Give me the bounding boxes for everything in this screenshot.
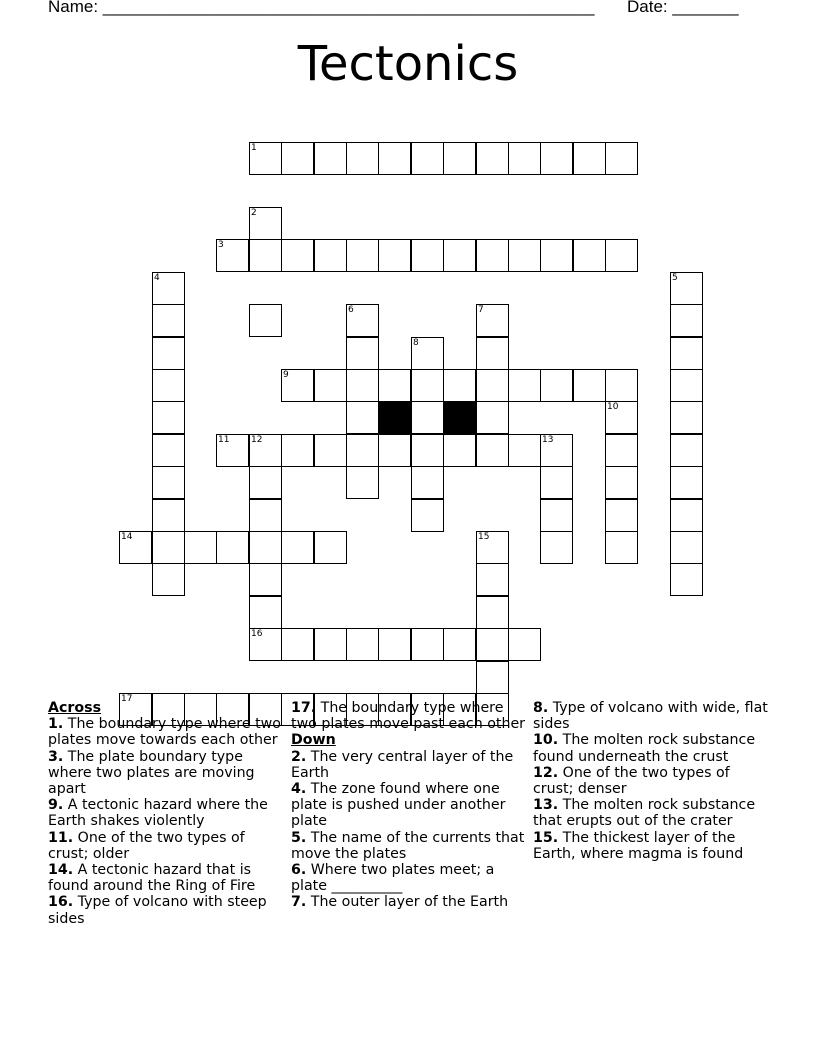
clue-number-label: 11	[218, 435, 230, 445]
crossword-cell[interactable]	[119, 531, 152, 564]
clue-number: 4.	[291, 781, 307, 798]
crossword-cell[interactable]	[670, 304, 703, 337]
crossword-cell[interactable]	[346, 628, 379, 661]
crossword-cell[interactable]	[605, 369, 638, 402]
crossword-cell[interactable]	[573, 142, 606, 175]
clue-text: One of the two types of crust; older	[48, 829, 245, 862]
clue-number-label: 14	[121, 532, 133, 542]
crossword-cell[interactable]	[443, 628, 476, 661]
clue-number-label: 5	[672, 273, 678, 283]
clue-item	[291, 749, 527, 781]
crossword-cell[interactable]	[605, 142, 638, 175]
clue-text: Type of volcano with steep sides	[48, 894, 267, 927]
clue-item	[48, 894, 284, 926]
clue-number-label: 13	[542, 435, 554, 445]
clue-text: The boundary type where two plates move towards each other	[48, 716, 281, 749]
crossword-black-cell	[443, 401, 476, 434]
crossword-cell[interactable]	[540, 239, 573, 272]
crossword-cell[interactable]	[346, 434, 379, 467]
across-heading: Across	[48, 700, 102, 716]
crossword-cell[interactable]	[476, 337, 509, 370]
clue-text: One of the two types of crust; denser	[533, 764, 730, 798]
crossword-cell[interactable]	[314, 628, 347, 661]
clue-item	[291, 830, 527, 862]
clue-number: 12.	[533, 764, 559, 781]
clue-text: The thickest layer of the Earth, where magma is found	[533, 829, 744, 862]
crossword-cell[interactable]	[411, 499, 444, 532]
clue-number: 14.	[48, 862, 74, 879]
crossword-cell[interactable]	[573, 369, 606, 402]
clue-item	[533, 700, 769, 732]
clue-number: 10.	[533, 732, 559, 749]
clue-number-label: 8	[413, 338, 419, 348]
clue-item	[48, 830, 284, 862]
clue-number: 5.	[291, 829, 307, 846]
crossword-cell[interactable]	[216, 239, 249, 272]
clue-text: The molten rock substance that erupts out of the crater	[533, 797, 756, 830]
clue-column-1	[48, 700, 284, 927]
crossword-cell[interactable]	[152, 304, 185, 337]
crossword-cell[interactable]	[152, 369, 185, 402]
clue-number-label: 2	[251, 208, 257, 218]
clue-number: 15.	[533, 829, 559, 846]
crossword-cell[interactable]	[573, 239, 606, 272]
clue-number-label: 15	[478, 532, 490, 542]
crossword-cell[interactable]	[249, 499, 282, 532]
crossword-cell[interactable]	[508, 369, 541, 402]
crossword-cell[interactable]	[216, 434, 249, 467]
clue-number: 2.	[291, 748, 307, 765]
crossword-cell[interactable]	[540, 499, 573, 532]
crossword-cell[interactable]	[476, 401, 509, 434]
clue-number-label: 1	[251, 143, 257, 153]
crossword-cell[interactable]	[249, 239, 282, 272]
crossword-cell[interactable]	[476, 434, 509, 467]
crossword-cell[interactable]	[411, 466, 444, 499]
clue-number: 1.	[48, 716, 64, 733]
crossword-cell[interactable]	[152, 272, 185, 305]
clue-item	[291, 894, 527, 910]
down-heading: Down	[291, 732, 336, 749]
crossword-cell[interactable]	[378, 142, 411, 175]
clue-number: 11.	[48, 829, 74, 846]
crossword-cell[interactable]	[540, 531, 573, 564]
crossword-cell[interactable]	[281, 239, 314, 272]
crossword-cell[interactable]	[281, 369, 314, 402]
crossword-cell[interactable]	[249, 563, 282, 596]
crossword-cell[interactable]	[605, 239, 638, 272]
clue-item	[48, 862, 284, 894]
crossword-cell[interactable]	[605, 401, 638, 434]
clue-text: A tectonic hazard where the Earth shakes violently	[48, 797, 268, 830]
crossword-cell[interactable]	[249, 628, 282, 661]
crossword-cell[interactable]	[249, 142, 282, 175]
crossword-cell[interactable]	[508, 142, 541, 175]
clue-number-label: 17	[121, 694, 133, 704]
crossword-cell[interactable]	[476, 239, 509, 272]
clue-text: Type of volcano with wide, flat sides	[533, 700, 768, 733]
clue-text: The outer layer of the Earth	[306, 894, 509, 911]
crossword-cell[interactable]	[346, 369, 379, 402]
crossword-cell[interactable]	[443, 369, 476, 402]
clue-number: 13.	[533, 797, 559, 814]
crossword-cell[interactable]	[378, 434, 411, 467]
clue-item	[291, 700, 527, 732]
crossword-cell[interactable]	[411, 628, 444, 661]
clue-text: The zone found where one plate is pushed under another plate	[291, 781, 506, 830]
crossword-cell[interactable]	[249, 207, 282, 240]
crossword-cell[interactable]	[249, 434, 282, 467]
crossword-cell[interactable]	[476, 628, 509, 661]
crossword-cell[interactable]	[411, 369, 444, 402]
crossword-cell[interactable]	[605, 466, 638, 499]
clue-number: 16.	[48, 894, 74, 911]
crossword-cell[interactable]	[249, 304, 282, 337]
crossword-cell[interactable]	[346, 142, 379, 175]
clue-text: The very central layer of the Earth	[291, 748, 514, 781]
crossword-cell[interactable]	[314, 531, 347, 564]
clue-text: The boundary type where two plates move past each other	[291, 700, 526, 733]
clue-item	[48, 749, 284, 798]
page-title: Tectonics	[297, 36, 519, 92]
clue-text: Where two plates meet; a plate __________	[291, 862, 495, 895]
crossword-cell[interactable]	[152, 499, 185, 532]
crossword-cell[interactable]	[508, 434, 541, 467]
crossword-cell[interactable]	[476, 596, 509, 629]
clue-number-label: 6	[348, 305, 354, 315]
crossword-cell[interactable]	[443, 434, 476, 467]
crossword-cell[interactable]	[605, 531, 638, 564]
clue-number-label: 16	[251, 629, 263, 639]
crossword-cell[interactable]	[249, 466, 282, 499]
clue-item	[291, 781, 527, 830]
crossword-cell[interactable]	[670, 272, 703, 305]
clue-number: 8.	[533, 700, 549, 716]
crossword-cell[interactable]	[476, 369, 509, 402]
clue-item	[533, 732, 769, 764]
crossword-cell[interactable]	[443, 239, 476, 272]
crossword-cell[interactable]	[411, 401, 444, 434]
crossword-cell[interactable]	[281, 628, 314, 661]
crossword-cell[interactable]	[476, 563, 509, 596]
clue-text: The name of the currents that move the plates	[291, 829, 525, 862]
clue-number: 3.	[48, 748, 64, 765]
crossword-cell[interactable]	[540, 369, 573, 402]
crossword-cell[interactable]	[540, 142, 573, 175]
clue-item	[48, 797, 284, 829]
crossword-cell[interactable]	[411, 337, 444, 370]
name-field-label: Name: ____________________________________________________	[48, 0, 595, 16]
crossword-cell[interactable]	[184, 531, 217, 564]
crossword-cell[interactable]	[670, 531, 703, 564]
crossword-cell[interactable]	[152, 563, 185, 596]
clue-number: 6.	[291, 862, 307, 879]
clue-column-3	[533, 700, 769, 862]
crossword-cell[interactable]	[411, 239, 444, 272]
crossword-cell[interactable]	[152, 401, 185, 434]
crossword-cell[interactable]	[249, 531, 282, 564]
clue-number-label: 7	[478, 305, 484, 315]
crossword-cell[interactable]	[443, 142, 476, 175]
crossword-cell[interactable]	[346, 304, 379, 337]
crossword-cell[interactable]	[152, 466, 185, 499]
crossword-cell[interactable]	[346, 466, 379, 499]
crossword-cell[interactable]	[411, 434, 444, 467]
crossword-cell[interactable]	[540, 466, 573, 499]
clue-number-label: 9	[283, 370, 289, 380]
clue-item	[533, 797, 769, 829]
crossword-cell[interactable]	[346, 239, 379, 272]
crossword-cell[interactable]	[670, 499, 703, 532]
crossword-black-cell	[378, 401, 411, 434]
clue-number: 7.	[291, 894, 307, 911]
crossword-cell[interactable]	[540, 434, 573, 467]
crossword-cell[interactable]	[476, 531, 509, 564]
crossword-cell[interactable]	[670, 563, 703, 596]
clue-text: The plate boundary type where two plates are moving apart	[48, 748, 255, 798]
crossword-cell[interactable]	[281, 531, 314, 564]
crossword-cell[interactable]	[508, 239, 541, 272]
crossword-cell[interactable]	[314, 142, 347, 175]
clue-number: 17.	[291, 700, 317, 716]
clue-number-label: 3	[218, 240, 224, 250]
crossword-cell[interactable]	[670, 337, 703, 370]
crossword-cell[interactable]	[670, 401, 703, 434]
clue-item	[533, 830, 769, 862]
clue-item	[533, 765, 769, 797]
date-field-label: Date: _______	[627, 0, 739, 16]
crossword-cell[interactable]	[508, 628, 541, 661]
crossword-cell[interactable]	[476, 304, 509, 337]
clue-number: 9.	[48, 797, 64, 814]
crossword-cell[interactable]	[314, 239, 347, 272]
crossword-cell[interactable]	[346, 337, 379, 370]
crossword-cell[interactable]	[216, 531, 249, 564]
crossword-cell[interactable]	[152, 337, 185, 370]
crossword-cell[interactable]	[670, 434, 703, 467]
crossword-cell[interactable]	[378, 628, 411, 661]
crossword-cell[interactable]	[152, 531, 185, 564]
crossword-cell[interactable]	[314, 369, 347, 402]
crossword-cell[interactable]	[411, 142, 444, 175]
crossword-cell[interactable]	[670, 466, 703, 499]
crossword-cell[interactable]	[281, 142, 314, 175]
crossword-cell[interactable]	[378, 369, 411, 402]
clue-number-label: 4	[154, 273, 160, 283]
clue-item	[291, 862, 527, 894]
crossword-cell[interactable]	[249, 596, 282, 629]
clue-item	[48, 716, 284, 748]
crossword-cell[interactable]	[378, 239, 411, 272]
crossword-cell[interactable]	[670, 369, 703, 402]
clue-number-label: 12	[251, 435, 263, 445]
crossword-cell[interactable]	[476, 661, 509, 694]
clue-column-2	[291, 700, 527, 911]
crossword-cell[interactable]	[605, 434, 638, 467]
crossword-cell[interactable]	[605, 499, 638, 532]
crossword-cell[interactable]	[346, 401, 379, 434]
crossword-cell[interactable]	[152, 434, 185, 467]
clue-text: The molten rock substance found underneath the crust	[533, 732, 756, 765]
clue-number-label: 10	[607, 402, 619, 412]
crossword-cell[interactable]	[314, 434, 347, 467]
crossword-cell[interactable]	[476, 142, 509, 175]
clue-text: A tectonic hazard that is found around the Ring of Fire	[48, 862, 256, 895]
crossword-cell[interactable]	[281, 434, 314, 467]
